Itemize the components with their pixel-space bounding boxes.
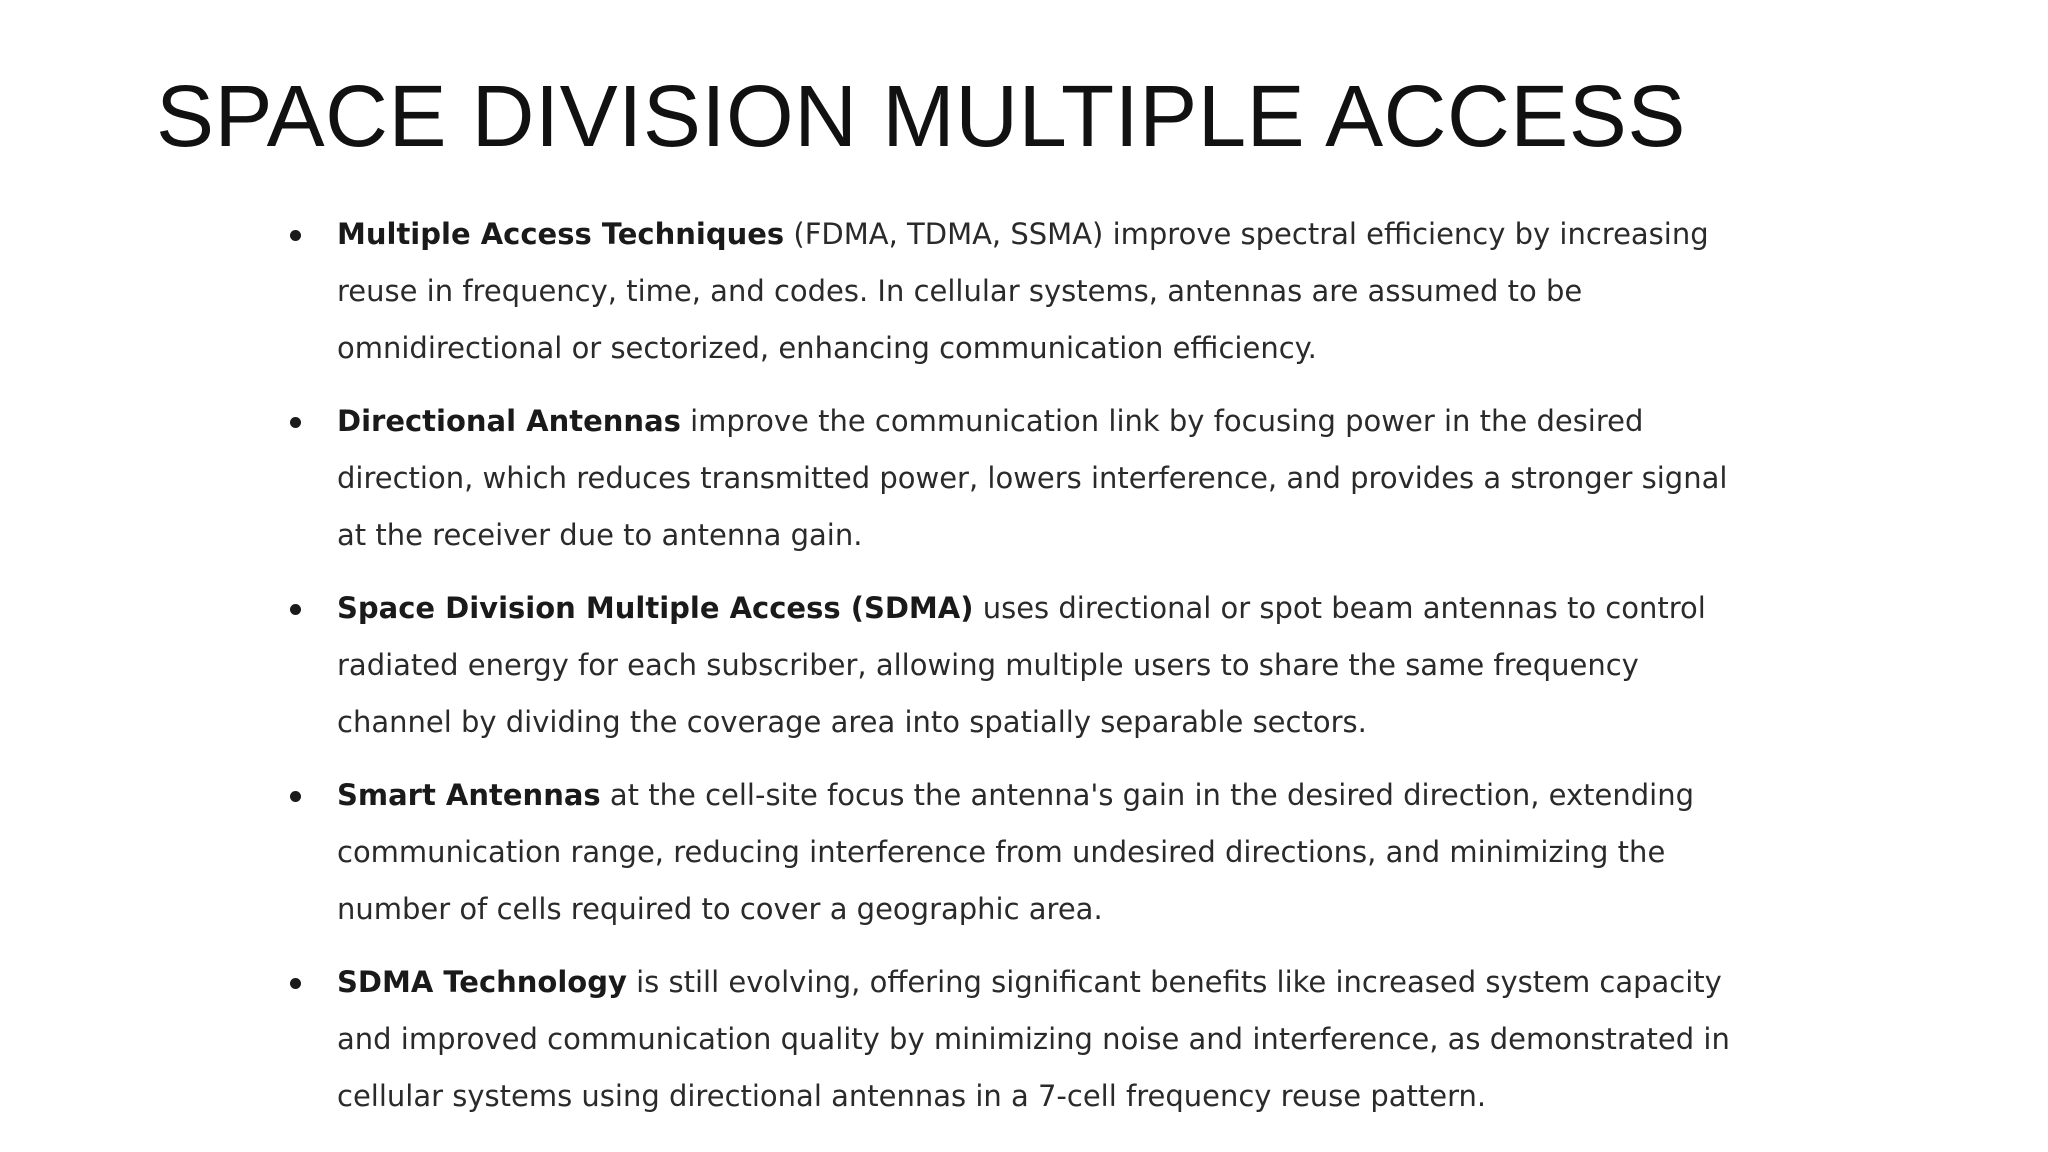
bullet-text: improve the communication link by focusing power in the desired direction, which reduces transmitted power, lowers interference, and provides a stronger signal at the receiver due to antenna gain. (337, 404, 1728, 552)
bullet-text: is still evolving, offering significant benefits like increased system capacity and improved communication quality by minimizing noise and interference, as demonstrated in cellular systems using directional antennas in a 7-cell frequency reuse pattern. (337, 965, 1730, 1113)
bullet-item (287, 767, 1747, 938)
bullet-item (287, 580, 1747, 751)
bullet-term: Directional Antennas (337, 404, 681, 438)
bullet-text: at the cell-site focus the antenna's gain in the desired direction, extending communication range, reducing interference from undesired directions, and minimizing the number of cells required to cover a geographic area. (337, 778, 1694, 926)
bullet-term: Multiple Access Techniques (337, 217, 785, 251)
bullet-dot-icon (290, 604, 301, 615)
bullet-item (287, 954, 1747, 1125)
bullet-term: Smart Antennas (337, 778, 601, 812)
bullet-item (287, 393, 1747, 564)
bullet-item (287, 206, 1747, 377)
bullet-text: (FDMA, TDMA, SSMA) improve spectral efficiency by increasing reuse in frequency, time, and codes. In cellular systems, antennas are assumed to be omnidirectional or sectorized, enhancing communication efficiency. (337, 217, 1709, 365)
slide-title: SPACE DIVISION MULTIPLE ACCESS (156, 68, 1686, 165)
bullet-term: SDMA Technology (337, 965, 627, 999)
bullet-dot-icon (290, 978, 301, 989)
bullet-dot-icon (290, 417, 301, 428)
bullet-text: uses directional or spot beam antennas to control radiated energy for each subscriber, allowing multiple users to share the same frequency channel by dividing the coverage area into spatially separable sectors. (337, 591, 1706, 739)
bullet-term: Space Division Multiple Access (SDMA) (337, 591, 974, 625)
bullet-list (287, 206, 1747, 1141)
bullet-dot-icon (290, 791, 301, 802)
bullet-dot-icon (290, 230, 301, 241)
